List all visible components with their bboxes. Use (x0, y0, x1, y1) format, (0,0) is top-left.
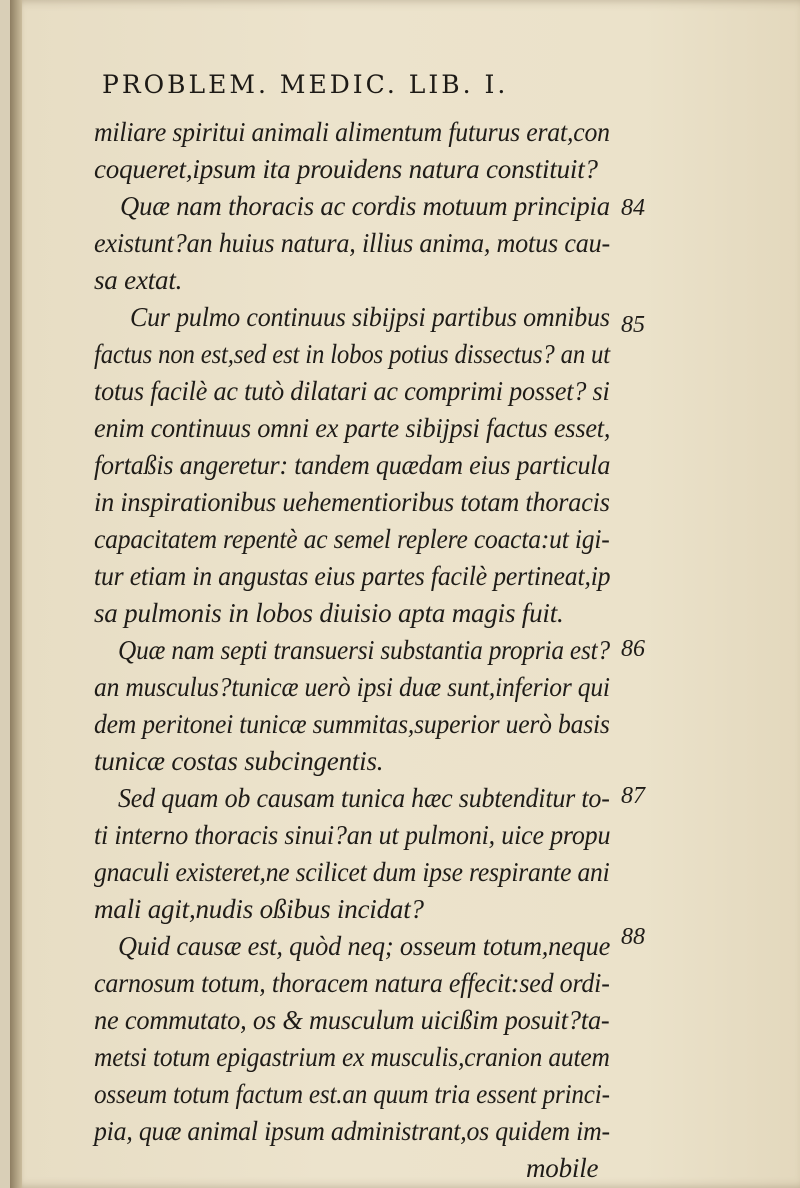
text-line: factus non est,sed est in lobos potius dissectus? an ut (94, 339, 610, 369)
text-line: sa pulmonis in lobos diuisio apta magis fuit. (94, 598, 564, 628)
text-line: osseum totum factum est.an quum tria essent princi- (94, 1079, 610, 1109)
text-line: ne commutato, os & musculum uicißim posuit?ta- (94, 1005, 610, 1035)
text-line: dem peritonei tunicæ summitas,superior uerò basis (94, 709, 610, 739)
text-line: in inspirationibus uehementioribus totam thoracis (94, 487, 610, 517)
text-line: capacitatem repentè ac semel replere coacta:ut igi- (94, 524, 610, 554)
margin-number: 87 (621, 783, 645, 809)
text-line: coqueret,ipsum ita prouidens natura constituit? (94, 154, 598, 184)
book-page (10, 0, 800, 1188)
running-header: PROBLEM. MEDIC. LIB. I. (102, 70, 509, 99)
text-line: totus facilè ac tutò dilatari ac comprimi posset? si (94, 376, 610, 406)
margin-number: 86 (621, 636, 645, 662)
text-line: ti interno thoracis sinui?an ut pulmoni, uice propu (94, 820, 611, 850)
text-line: Quæ nam thoracis ac cordis motuum principia (120, 191, 610, 221)
margin-number: 85 (621, 312, 645, 338)
text-line: pia, quæ animal ipsum administrant,os quidem im- (94, 1116, 610, 1146)
text-line: enim continuus omni ex parte sibijpsi factus esset, (94, 413, 611, 443)
text-line: mali agit,nudis oßibus incidat? (94, 894, 424, 924)
text-line: fortaßis angeretur: tandem quædam eius particula (94, 450, 611, 480)
text-line: existunt?an huius natura, illius anima, motus cau- (94, 228, 610, 258)
text-line: carnosum totum, thoracem natura effecit:sed ordi- (94, 968, 610, 998)
text-line: sa extat. (94, 265, 183, 295)
text-line: Quid causæ est, quòd neq; osseum totum,neque (118, 931, 611, 961)
text-line: Cur pulmo continuus sibijpsi partibus omnibus (130, 302, 610, 332)
text-line: miliare spiritui animali alimentum futurus erat,con (94, 117, 610, 147)
margin-number: 84 (621, 195, 645, 221)
text-line: an musculus?tunicæ uerò ipsi duæ sunt,inferior qui (94, 672, 610, 702)
text-line: metsi totum epigastrium ex musculis,cranion autem (94, 1042, 610, 1072)
page-gutter (10, 0, 22, 1188)
text-line: Quæ nam septi transuersi substantia propria est? (118, 635, 610, 665)
text-line: Sed quam ob causam tunica hæc subtenditur to- (118, 783, 610, 813)
text-line: tur etiam in angustas eius partes facilè pertineat,ip (94, 561, 611, 591)
text-line: tunicæ costas subcingentis. (94, 746, 384, 776)
text-line: mobile (526, 1153, 599, 1183)
margin-number: 88 (621, 924, 645, 950)
text-line: gnaculi existeret,ne scilicet dum ipse respirante ani (94, 857, 610, 887)
